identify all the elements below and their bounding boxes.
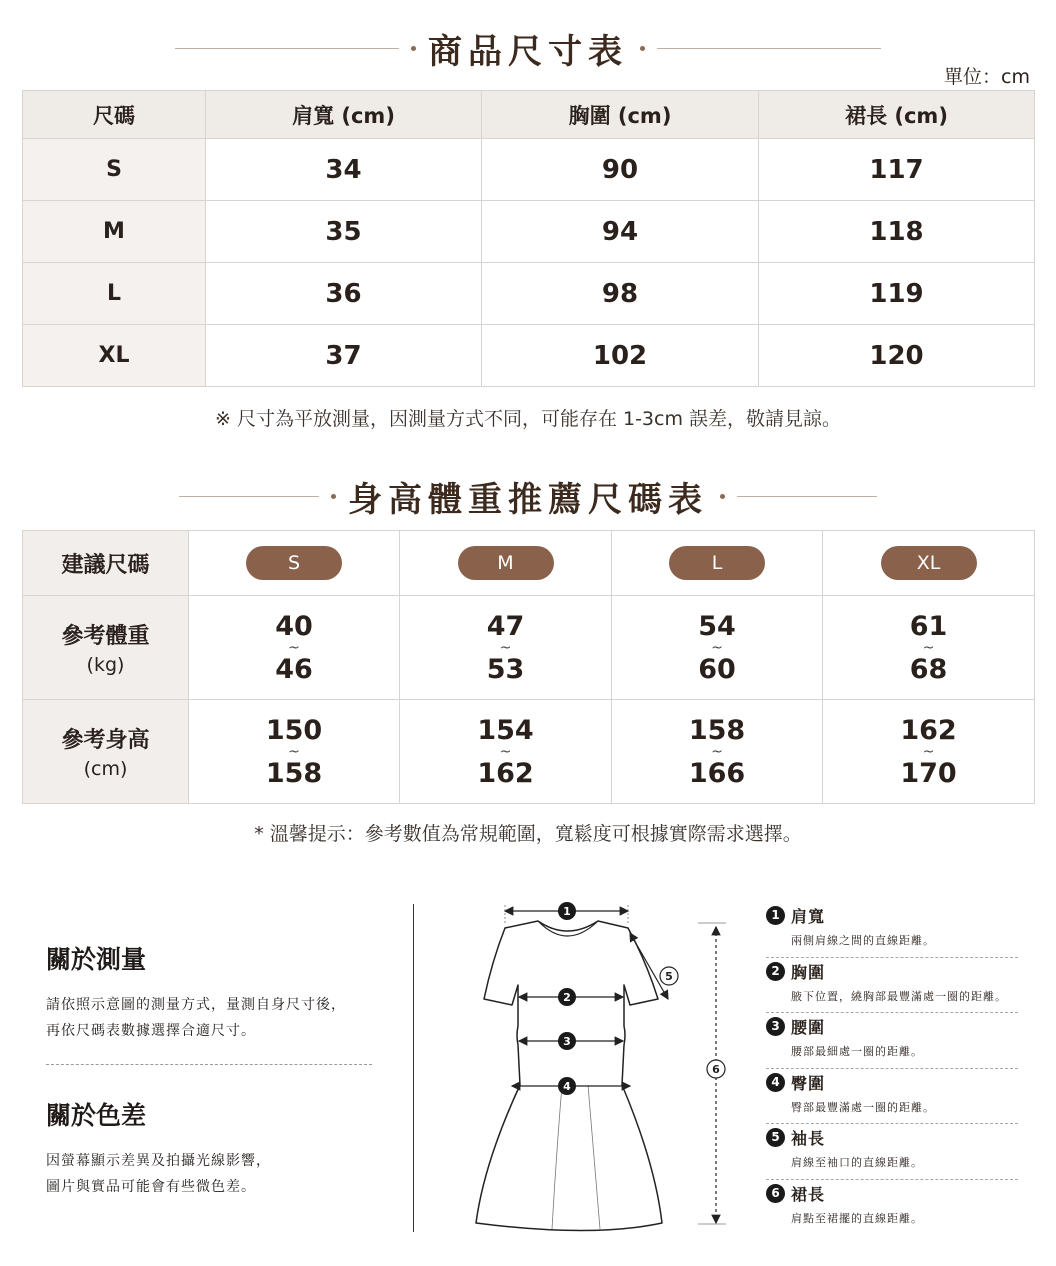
marker-4-label: 4 (563, 1080, 571, 1093)
size-pill-cell (189, 531, 400, 596)
size-badge: XL (881, 546, 977, 580)
measure-info-line: 請依照示意圖的測量方式，量測自身尺寸後， (46, 997, 346, 1013)
legend-name: 肩寬 (791, 907, 826, 926)
legend-desc: 肩線至袖口的直線距離。 (791, 1156, 923, 1169)
chest-cell: 102 (482, 325, 759, 387)
range-tilde: ~ (499, 639, 512, 656)
title-rule-left (175, 48, 399, 49)
recommend-weight-row (23, 596, 1035, 700)
range-tilde: ~ (499, 743, 512, 760)
size-chart-note: ※ 尺寸為平放測量，因測量方式不同，可能存在 1-3cm 誤差，敬請見諒。 (214, 408, 842, 430)
weight-max: 68 (909, 653, 948, 685)
height-max: 166 (688, 757, 746, 789)
table-row (23, 201, 1035, 263)
weight-range-cell (400, 596, 612, 700)
header-size: 尺碼 (23, 91, 206, 139)
title-dot-right (720, 494, 725, 499)
weight-row-label: 參考體重 (61, 624, 150, 649)
size-row-label: 建議尺碼 (23, 531, 189, 596)
legend-name: 胸圍 (791, 962, 826, 982)
marker-6-label: 6 (712, 1063, 720, 1076)
legend-name: 袖長 (791, 1129, 826, 1148)
height-min: 150 (265, 714, 323, 746)
length-cell: 120 (759, 325, 1035, 387)
chest-cell: 94 (482, 201, 759, 263)
size-cell: L (23, 263, 206, 325)
size-badge: M (458, 546, 554, 580)
title-rule-left (179, 496, 319, 497)
size-chart-title-row (0, 24, 1056, 73)
height-min: 158 (688, 714, 746, 746)
measurement-legend (766, 902, 1018, 1235)
weight-max: 53 (486, 653, 525, 685)
table-row (23, 325, 1035, 387)
legend-number: 5 (766, 1128, 785, 1147)
weight-range-cell (189, 596, 400, 700)
size-pill-cell (612, 531, 823, 596)
height-range-cell (612, 700, 823, 804)
weight-max: 46 (275, 653, 313, 685)
dress-measurement-diagram (470, 893, 735, 1238)
size-table (22, 90, 1035, 387)
weight-min: 47 (486, 610, 525, 642)
legend-item (766, 1069, 1018, 1125)
title-rule-right (657, 48, 881, 49)
height-row-label: 參考身高 (61, 728, 150, 753)
weight-min: 54 (698, 610, 736, 642)
table-row (23, 139, 1035, 201)
recommend-table (22, 530, 1035, 804)
height-max: 170 (900, 757, 957, 789)
marker-2-label: 2 (563, 991, 571, 1004)
marker-1-label: 1 (563, 905, 571, 918)
recommend-title-row (0, 472, 1056, 521)
size-badge: S (246, 546, 342, 580)
legend-desc: 臀部最豐滿處一圈的距離。 (791, 1100, 935, 1114)
height-max: 162 (477, 757, 534, 789)
legend-name: 臀圍 (791, 1073, 826, 1093)
chest-cell: 90 (482, 139, 759, 201)
size-table-header (23, 91, 1035, 139)
height-range-cell (400, 700, 612, 804)
height-range-cell (823, 700, 1035, 804)
length-cell: 119 (759, 263, 1035, 325)
legend-item (766, 1124, 1018, 1180)
marker-5-label: 5 (665, 970, 673, 983)
legend-number: 4 (766, 1073, 785, 1092)
size-badge: L (669, 546, 765, 580)
range-tilde: ~ (288, 743, 300, 760)
size-cell: M (23, 201, 206, 263)
range-tilde: ~ (922, 743, 935, 760)
legend-desc: 腰部最細處一圈的距離。 (791, 1045, 923, 1058)
length-cell: 118 (759, 201, 1035, 263)
size-chart-title: 商品尺寸表 (428, 32, 628, 72)
title-dot-right (640, 46, 645, 51)
range-tilde: ~ (922, 639, 935, 656)
title-rule-right (737, 496, 877, 497)
measure-info-line: 再依尺碼表數據選擇合適尺寸。 (46, 1023, 256, 1039)
header-shoulder: 肩寬 (cm) (206, 91, 482, 139)
height-unit: (cm) (83, 758, 128, 780)
weight-min: 61 (909, 610, 948, 642)
weight-max: 60 (698, 653, 736, 685)
title-dot-left (331, 494, 336, 499)
size-pill-cell (400, 531, 612, 596)
range-tilde: ~ (711, 743, 723, 760)
info-divider (46, 1064, 372, 1065)
weight-range-cell (612, 596, 823, 700)
shoulder-cell: 34 (206, 139, 482, 201)
legend-item (766, 902, 1018, 958)
color-info (46, 1096, 271, 1200)
vertical-divider (413, 904, 414, 1232)
legend-name: 裙長 (791, 1184, 826, 1204)
color-info-line: 因螢幕顯示差異及拍攝光線影響， (46, 1153, 271, 1169)
legend-number: 2 (766, 962, 785, 981)
legend-desc: 肩點至裙擺的直線距離。 (791, 1211, 923, 1225)
marker-3-label: 3 (563, 1035, 571, 1048)
color-info-line: 圖片與實品可能會有些微色差。 (46, 1179, 256, 1195)
table-row (23, 263, 1035, 325)
weight-row-label-cell (23, 596, 189, 700)
recommend-chart-title: 身高體重推薦尺碼表 (348, 480, 708, 520)
size-cell: XL (23, 325, 206, 387)
height-range-cell (189, 700, 400, 804)
dress-outline (476, 921, 662, 1231)
weight-min: 40 (275, 610, 313, 642)
chest-cell: 98 (482, 263, 759, 325)
header-chest: 胸圍 (cm) (482, 91, 759, 139)
weight-range-cell (823, 596, 1035, 700)
size-pill-cell (823, 531, 1035, 596)
recommend-size-row (23, 531, 1035, 596)
legend-item (766, 958, 1018, 1014)
height-min: 162 (900, 714, 957, 746)
measure-info (46, 940, 346, 1044)
shoulder-cell: 37 (206, 325, 482, 387)
height-min: 154 (477, 714, 534, 746)
legend-item (766, 1013, 1018, 1069)
unit-label: 單位：cm (944, 66, 1030, 88)
legend-name: 腰圍 (791, 1018, 826, 1037)
legend-number: 1 (766, 906, 785, 925)
color-info-title: 關於色差 (46, 1101, 147, 1130)
header-length: 裙長 (cm) (759, 91, 1035, 139)
length-cell: 117 (759, 139, 1035, 201)
measure-info-title: 關於測量 (46, 945, 147, 974)
legend-desc: 兩側肩線之間的直線距離。 (791, 934, 935, 947)
legend-item (766, 1180, 1018, 1236)
height-max: 158 (265, 757, 323, 789)
legend-number: 3 (766, 1017, 785, 1036)
recommend-height-row (23, 700, 1035, 804)
legend-number: 6 (766, 1184, 785, 1203)
recommend-chart-note: * 溫馨提示：參考數值為常規範圍，寬鬆度可根據實際需求選擇。 (254, 823, 802, 845)
shoulder-cell: 35 (206, 201, 482, 263)
height-row-label-cell (23, 700, 189, 804)
shoulder-cell: 36 (206, 263, 482, 325)
size-cell: S (23, 139, 206, 201)
legend-desc: 腋下位置，繞胸部最豐滿處一圈的距離。 (791, 989, 1007, 1003)
weight-unit: (kg) (86, 654, 125, 676)
title-dot-left (411, 46, 416, 51)
range-tilde: ~ (711, 639, 723, 656)
range-tilde: ~ (288, 639, 300, 656)
